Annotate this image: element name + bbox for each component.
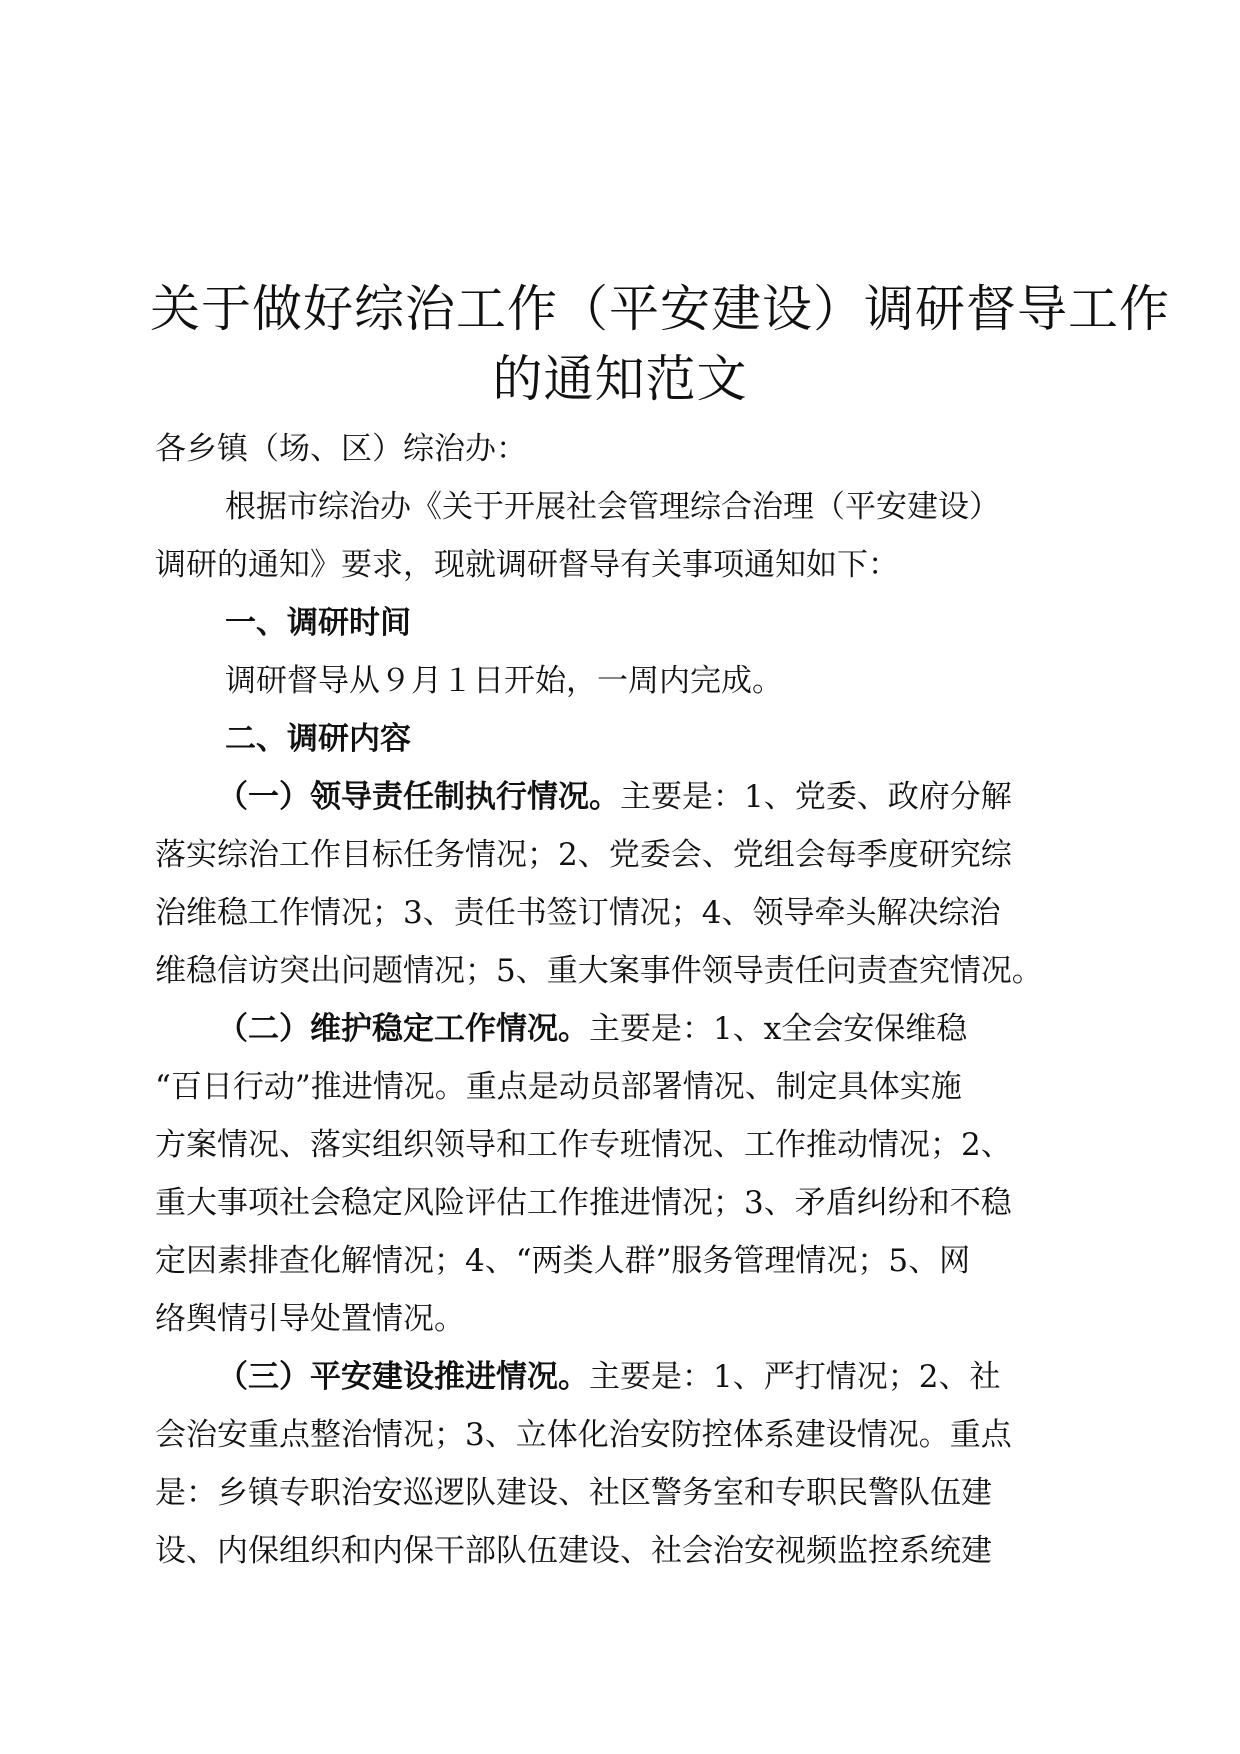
item-1-heading: （一）领导责任制执行情况。 [217,779,620,815]
title-line-2: 的通知范文 [492,350,748,408]
item-1-line-1 [155,768,1100,826]
item-1-line-1-rest: 主要是：1、党委、政府分解 [620,779,1012,815]
section-1-text: 调研督导从９月１日开始，一周内完成。 [225,663,783,699]
document-title [150,274,1170,414]
item-3-line-2: 会治安重点整治情况；3、立体化治安防控体系建设情况。重点 [155,1417,1012,1453]
intro-line-2: 调研的通知》要求，现就调研督导有关事项通知如下： [155,547,899,583]
item-3-line-3: 是：乡镇专职治安巡逻队建设、社区警务室和专职民警队伍建 [155,1475,992,1511]
item-1-line-2: 落实综治工作目标任务情况；2、党委会、党组会每季度研究综 [155,837,1012,873]
item-2-line-3: 方案情况、落实组织领导和工作专班情况、工作推动情况；2、 [155,1127,1012,1163]
item-1-line-4: 维稳信访突出问题情况；5、重大案事件领导责任问责查究情况。 [155,953,1043,989]
title-line-1: 关于做好综治工作（平安建设）调研督导工作 [150,280,1170,338]
item-2-line-1-rest: 主要是：1、x全会安保维稳 [589,1011,968,1047]
item-3-heading: （三）平安建设推进情况。 [217,1359,589,1395]
item-3-line-4: 设、内保组织和内保干部队伍建设、社会治安视频监控系统建 [155,1533,992,1569]
section-1-heading: 一、调研时间 [225,605,411,641]
item-2-line-4: 重大事项社会稳定风险评估工作推进情况；3、矛盾纠纷和不稳 [155,1185,1012,1221]
item-2-heading: （二）维护稳定工作情况。 [217,1011,589,1047]
document-body [155,420,1100,1580]
item-2-line-6: 络舆情引导处置情况。 [155,1301,465,1337]
item-2-line-2: “百日行动”推进情况。重点是动员部署情况、制定具体实施 [155,1069,962,1105]
item-3-line-1-rest: 主要是：1、严打情况；2、社 [589,1359,1001,1395]
item-1-line-3: 治维稳工作情况；3、责任书签订情况；4、领导牵头解决综治 [155,895,1001,931]
section-2-heading: 二、调研内容 [225,721,411,757]
item-3-line-1 [155,1348,1100,1406]
intro-line-1: 根据市综治办《关于开展社会管理综合治理（平安建设） [225,489,1000,525]
salutation: 各乡镇（场、区）综治办： [155,431,527,467]
item-2-line-5: 定因素排查化解情况；4、“两类人群”服务管理情况；5、网 [155,1243,971,1279]
item-2-line-1 [155,1000,1100,1058]
